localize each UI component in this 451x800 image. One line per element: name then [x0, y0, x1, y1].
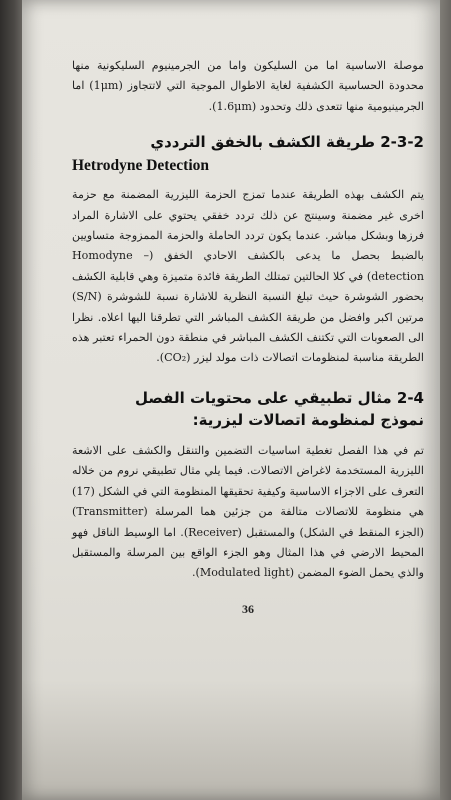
- intro-paragraph: موصلة الاساسية اما من السليكون واما من الجرمينيوم السليكونية منها محدودة الحساسية الكشفية لغاية الاطوال الموجية التي لاتتجاوز (1μm) اما الجرمينيومية منها تتعدى ذلك وتحدود (1.6μm).: [72, 59, 424, 113]
- heterodyne-paragraph: يتم الكشف بهذه الطريقة عندما تمزج الحزمة الليزرية المضمنة مع حزمة اخرى غير مضمنة وسينتج عن ذلك تردد خفقي يحتوي على الاشارة المراد فرزها وبشكل مباشر. عندما يكون تردد الحاملة والحزمة الممزوجة متساويين بالضبط بحصل ما يدعى بالكشف الاحادي الخفق (Homodyne – detection) في كلا الحالتين تمتلك الطريقة فائدة متميزة وهي قابلية الكشف بحضور الشوشرة حيث تبلغ النسبة النظرية للاشارة نسبة للشوشرة (S/N) مرتين اكبر وافضل من طريقة الكشف المباشر التي تطرقنا اليها اعلاه. نظرا الى الصعوبات التي تكتنف الكشف المباشر في منطقة دون الحمراء تعتبر هذه الطريقة مناسبة لمنظومات اتصالات ذات مولد ليزر (CO₂).: [72, 188, 424, 365]
- section-heading-2-4: 2-4 مثال تطبيقي على محتويات الفصل: [135, 388, 424, 407]
- subsection-heading-laser-system: نموذج لمنظومة اتصالات ليزرية:: [192, 410, 424, 429]
- applied-example-paragraph: تم في هذا الفصل تغطية اساسيات التضمين والتنقل والكشف على الاشعة الليزرية المستخدمة لاغراض الاتصالات. فيما يلي مثال تطبيقي نروم من خلاله التعرف على الاجزاء الاساسية وكيفية تحقيقها المنظومة التي في الشكل (17) هي منظومة للاتصالات متالفة من جزئين هما المرسلة (Transmitter) (الجزء المنقط في الشكل) والمستقبل (Receiver). اما الوسيط الناقل فهو المحيط الارضي في هذا المثال وهو الجزء الواقع بين المرسلة والمستقبل والذي يحمل الضوء المضمن (Modulated light).: [72, 443, 424, 580]
- section-heading-2-3-2: 2-3-2 طريقة الكشف بالخفق الترددي: [150, 133, 424, 152]
- page-content: [72, 56, 424, 617]
- section-heading-english: Hetrodyne Detection: [72, 157, 210, 175]
- book-spine: [0, 0, 24, 800]
- page-number: 36: [242, 601, 254, 616]
- book-page: [22, 0, 440, 800]
